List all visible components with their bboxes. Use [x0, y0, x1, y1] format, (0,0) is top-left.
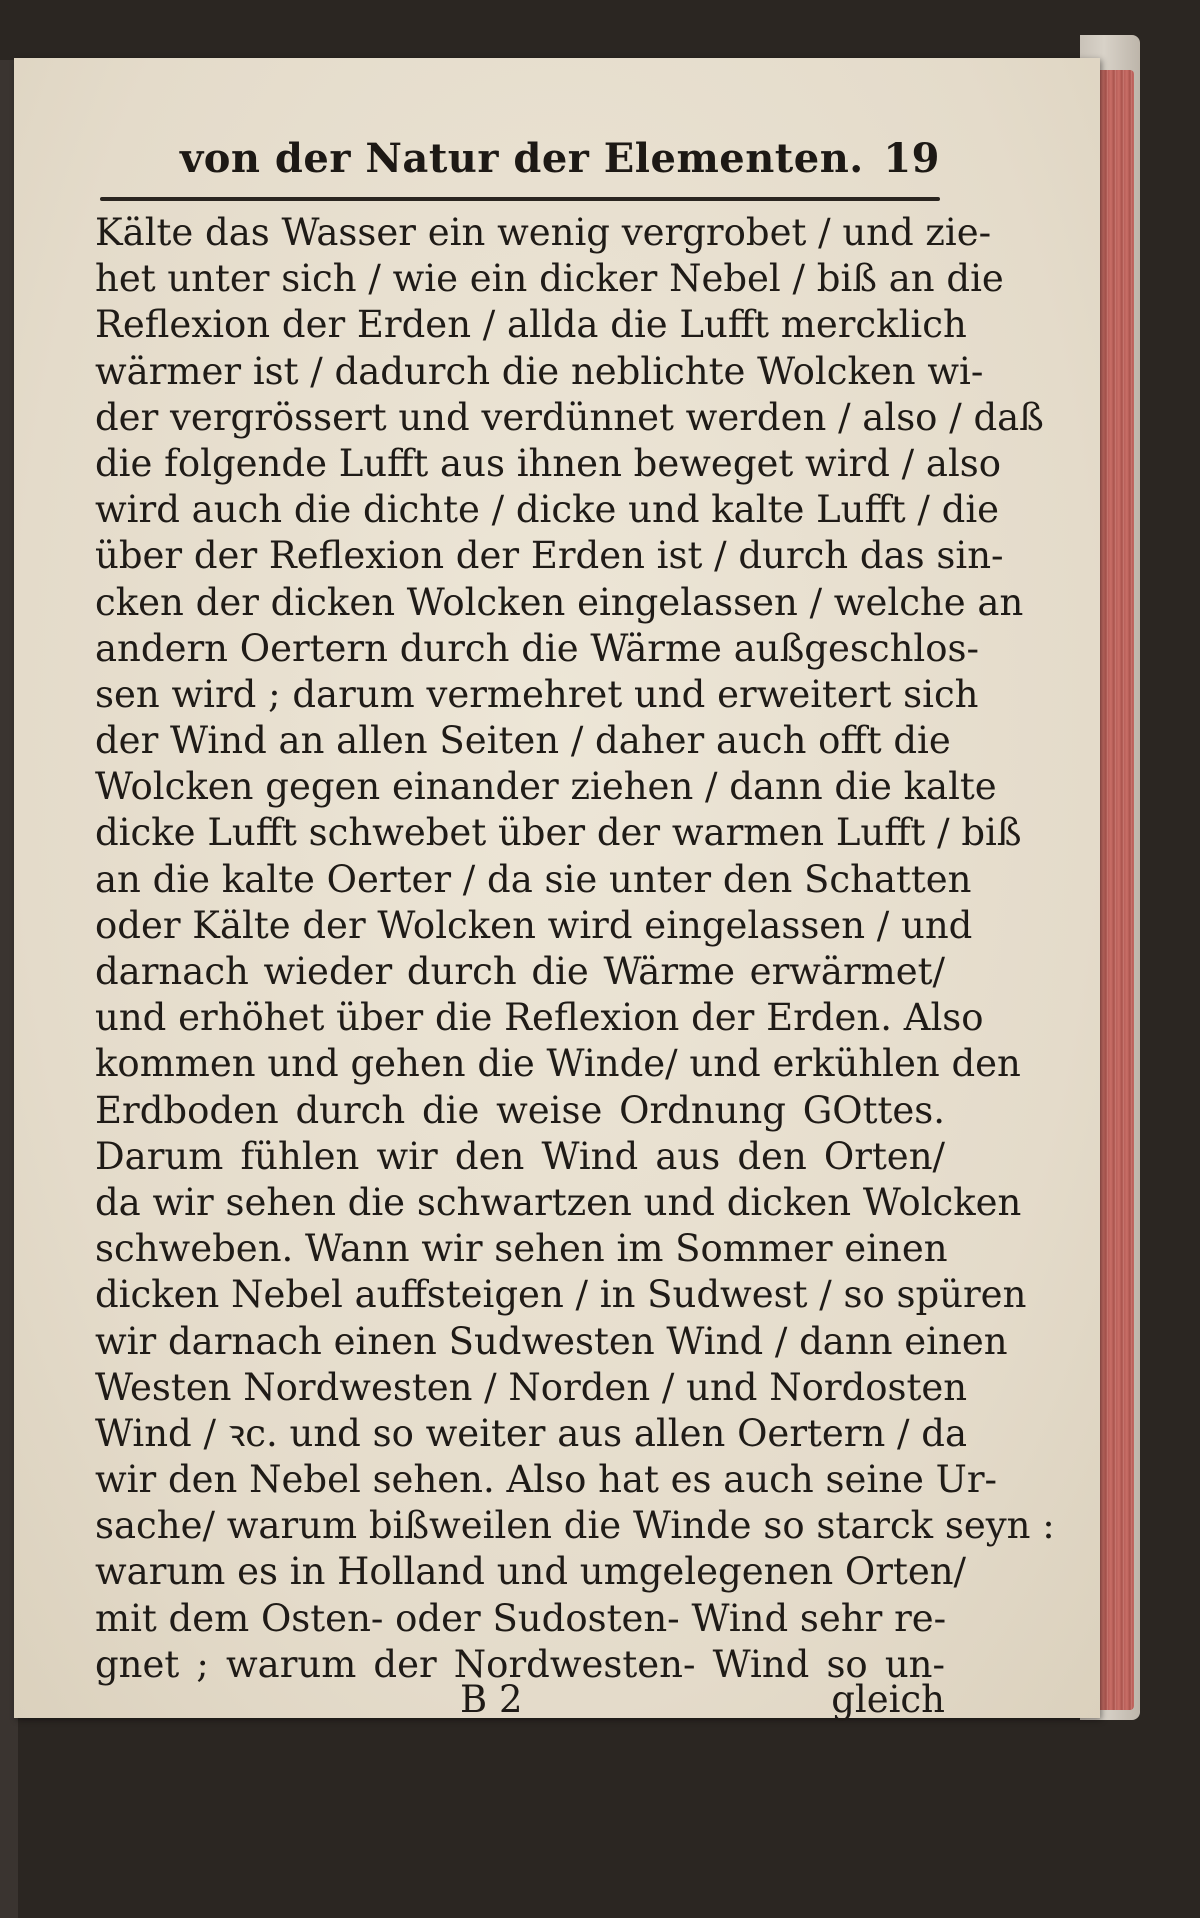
text-line: Wolcken gegen einander ziehen / dann die kalte — [95, 765, 997, 809]
text-line: wir den Nebel sehen. Also hat es auch seine Ur- — [95, 1458, 998, 1502]
running-title: von der Natur der Elementen. — [180, 135, 864, 182]
text-line: oder Kälte der Wolcken wird eingelassen / und — [95, 903, 973, 947]
text-line: Erdboden durch die weise Ordnung GOttes. — [95, 1088, 945, 1132]
text-line: gnet ; warum der Nordwesten- Wind so un- — [95, 1642, 945, 1686]
text-line: schweben. Wann wir sehen im Sommer einen — [95, 1227, 948, 1271]
text-line: Wind / ꝛc. und so weiter aus allen Oertern / da — [95, 1411, 968, 1455]
catchword: gleich — [831, 1678, 945, 1721]
text-line: Kälte das Wasser ein wenig vergrobet / und zie- — [95, 211, 992, 254]
text-line: Reflexion der Erden / allda die Lufft mercklich — [95, 303, 967, 347]
text-line: wir darnach einen Sudwesten Wind / dann einen — [95, 1319, 1008, 1363]
text-line: dicken Nebel auffsteigen / in Sudwest / so spüren — [95, 1273, 1027, 1317]
text-line: Westen Nordwesten / Norden / und Nordosten — [95, 1365, 968, 1409]
text-line: und erhöhet über die Reflexion der Erden. Also — [95, 996, 984, 1040]
text-line: sache/ warum bißweilen die Winde so starck seyn : — [95, 1504, 1055, 1548]
text-line: da wir sehen die schwartzen und dicken Wolcken — [95, 1180, 1022, 1224]
text-line: het unter sich / wie ein dicker Nebel / biß an die — [95, 257, 1004, 301]
text-line: andern Oertern durch die Wärme außgeschlos- — [95, 626, 980, 670]
text-line: Darum fühlen wir den Wind aus den Orten/ — [95, 1134, 945, 1178]
text-line: die folgende Lufft aus ihnen beweget wird / also — [95, 441, 1002, 485]
text-line: über der Reflexion der Erden ist / durch das sin- — [95, 534, 1004, 578]
text-line: warum es in Holland und umgelegenen Orten/ — [95, 1550, 967, 1594]
running-head — [180, 135, 940, 195]
text-line: dicke Lufft schwebet über der warmen Lufft / biß — [95, 811, 1022, 855]
text-line: mit dem Osten- oder Sudosten- Wind sehr re- — [95, 1596, 947, 1640]
text-line: wird auch die dichte / dicke und kalte Lufft / die — [95, 488, 1000, 532]
signature-mark: B 2 — [460, 1678, 523, 1721]
text-line: der Wind an allen Seiten / daher auch offt die — [95, 719, 951, 763]
text-line: sen wird ; darum vermehret und erweitert sich — [95, 672, 979, 716]
page-footer — [95, 1678, 945, 1724]
body-text — [95, 210, 1055, 1688]
text-line: wärmer ist / dadurch die neblichte Wolcken wi- — [95, 349, 984, 393]
text-line: der vergrössert und verdünnet werden / also / daß — [95, 395, 1044, 439]
text-line: an die kalte Oerter / da sie unter den Schatten — [95, 857, 972, 901]
text-line: kommen und gehen die Winde/ und erkühlen den — [95, 1042, 1021, 1086]
header-rule — [100, 197, 940, 201]
text-line: darnach wieder durch die Wärme erwärmet/ — [95, 950, 945, 993]
page-number: 19 — [883, 135, 940, 182]
text-line: cken der dicken Wolcken eingelassen / welche an — [95, 580, 1024, 624]
